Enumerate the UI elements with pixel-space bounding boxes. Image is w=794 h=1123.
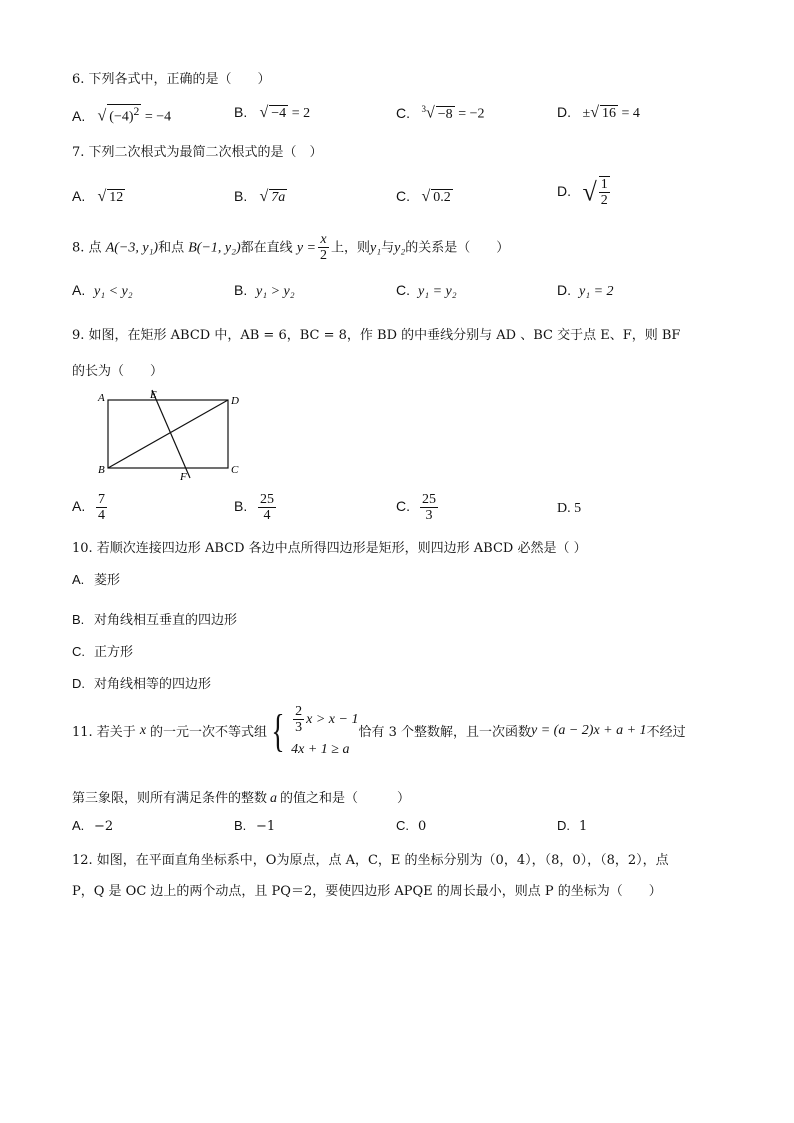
q9-option-b[interactable]: B. $\frac{25}{4}$ (234, 492, 274, 524)
q10-option-a[interactable]: A. 菱形 (72, 572, 121, 588)
diagonal-bd (108, 400, 228, 468)
q11-option-b[interactable]: B. −1 (234, 818, 276, 834)
q7-option-c[interactable]: C. √ 0.2 (396, 188, 451, 205)
q11-stem-line1: 11. 若关于 x 的一元一次不等式组 { $\frac{2}{3}$ x > x − 1 4x + 1 ≥ a 恰有 3 个整数解，且一次函数 y = (a − 2)x + a + 1 不经过 (72, 704, 686, 757)
label-e: E (150, 389, 157, 401)
q8-option-b[interactable]: B. y₁ > y₂ (234, 282, 295, 299)
q8-option-c[interactable]: C. y₁ = y₂ (396, 282, 457, 299)
q6-option-c[interactable]: C. $^3$√ −8 = −2 (396, 104, 485, 122)
q11-option-d[interactable]: D. 1 (557, 818, 588, 834)
q6-option-d[interactable]: D. ±√ 16 = 4 (557, 104, 640, 121)
q9-option-a[interactable]: A. $\frac{7}{4}$ (72, 492, 105, 524)
label-d: D (231, 395, 239, 407)
q6-option-b[interactable]: B. √ −4 = 2 (234, 104, 311, 121)
q7-option-b[interactable]: B. √ 7a (234, 188, 286, 205)
q8-option-d[interactable]: D. y₁ = 2 (557, 282, 614, 299)
q11-option-a[interactable]: A. −2 (72, 818, 114, 834)
q9-option-c[interactable]: C. $\frac{25}{3}$ (396, 492, 436, 524)
q7-option-a[interactable]: A. √ 12 (72, 188, 124, 205)
label-b: B (98, 464, 105, 476)
label-c: C (231, 464, 239, 476)
q10-option-b[interactable]: B. 对角线相互垂直的四边形 (72, 612, 238, 628)
q7-stem: 7. 下列二次根式为最简二次根式的是（ ） (72, 145, 323, 160)
q8-option-a[interactable]: A. y₁ < y₂ (72, 282, 133, 299)
q12-stem-line1: 12. 如图，在平面直角坐标系中，O为原点，点 A，C，E 的坐标分别为（0，4），（8，0），（8，2），点 (72, 853, 669, 868)
q10-option-d[interactable]: D. 对角线相等的四边形 (72, 676, 212, 692)
q10-option-c[interactable]: C. 正方形 (72, 644, 134, 660)
q9-stem-line2: 的长为（ ） (72, 364, 164, 379)
q9-stem-line1: 9. 如图，在矩形 ABCD 中，AB = 6，BC = 8，作 BD 的中垂线分别与 AD 、BC 交于点 E、F，则 BF (72, 328, 681, 343)
label-f: F (180, 471, 187, 483)
q7-option-d[interactable]: D. √ $\frac{1}{2}$ (557, 177, 608, 209)
q9-option-d[interactable]: D. 5 (557, 501, 582, 516)
q10-stem: 10. 若顺次连接四边形 ABCD 各边中点所得四边形是矩形，则四边形 ABCD 必然是（ ） (72, 541, 587, 556)
q11-option-c[interactable]: C. 0 (396, 818, 427, 834)
q6-stem: 6. 下列各式中，正确的是（ ） (72, 72, 271, 87)
q6-option-a[interactable]: A. √ $(-4)^2 = -4$ (72, 105, 172, 125)
label-a: A (98, 392, 105, 404)
q8-stem: 8. 点 A(−3, y₁)和点 B(−1, y₂)都在直线 y = $\frac{x}{2}$ 上，则y₁与y₂的关系是（ ） (72, 232, 510, 264)
inequality-system: { $\frac{2}{3}$ x > x − 1 4x + 1 ≥ a (271, 704, 359, 757)
q11-stem-line2: 第三象限，则所有满足条件的整数 a 的值之和是（ ） (72, 791, 411, 806)
perpendicular-bisector-ef (152, 390, 190, 478)
q12-stem-line2: P，Q 是 OC 边上的两个动点，且 PQ＝2，要使四边形 APQE 的周长最小，则点 P 的坐标为（ ） (72, 884, 662, 899)
q9-figure (92, 386, 262, 486)
